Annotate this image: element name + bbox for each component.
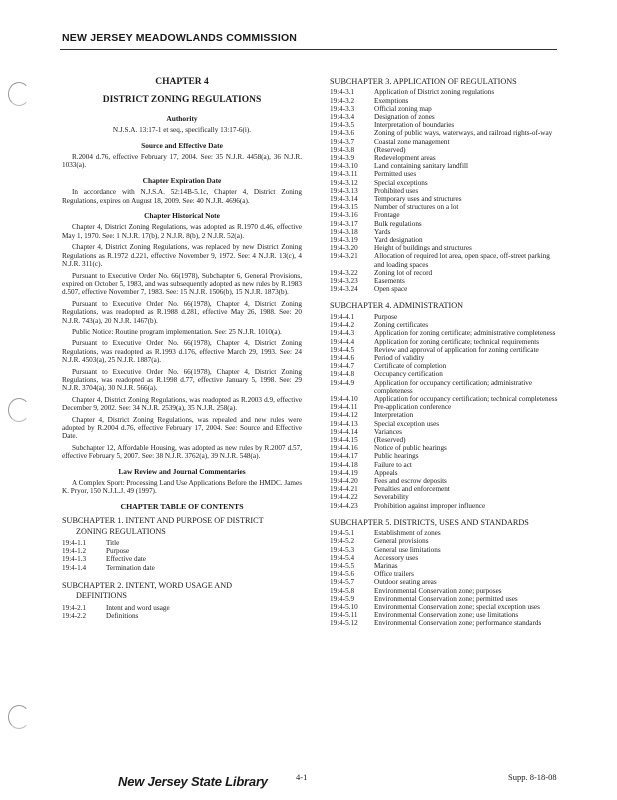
toc-entry (330, 354, 558, 362)
section-number: 19:4-5.1 (330, 529, 355, 538)
toc-entry (330, 502, 558, 510)
toc-entry (330, 587, 558, 595)
history-paragraph: Chapter 4, District Zoning Regulations, was repealed and new rules were adopted by R.2004 d.76, effective February 17, 2004. See: Source and Effective Date. (62, 415, 302, 441)
section-number: 19:4-3.12 (330, 178, 358, 187)
section-title: Allocation of required lot area, open space, off-street parking and loading spaces (374, 252, 550, 269)
section-title: Bulk regulations (374, 219, 422, 228)
toc-entry (330, 444, 558, 452)
section-number: 19:4-3.1 (330, 88, 355, 97)
historical-note-heading: Chapter Historical Note (144, 211, 220, 221)
toc-entry (330, 436, 558, 444)
section-number: 19:4-5.12 (330, 619, 358, 628)
section-number: 19:4-4.17 (330, 452, 358, 461)
right-column (330, 78, 558, 628)
toc-entry (330, 269, 558, 277)
toc-entry (330, 203, 558, 211)
section-number: 19:4-5.2 (330, 537, 355, 546)
toc-entry (330, 220, 558, 228)
section-number: 19:4-5.3 (330, 545, 355, 554)
section-title: Number of structures on a lot (374, 203, 459, 212)
section-number: 19:4-4.11 (330, 403, 358, 412)
history-paragraph: Pursuant to Executive Order No. 66(1978), Chapter 4, District Zoning Regulations, was readopted as R.1988 d.281, effective May 26, 1988. See: 20 N.J.R. 743(a), 20 N.J.R. 1467(b). (62, 299, 302, 325)
toc-entry (330, 138, 558, 146)
section-title: General provisions (374, 537, 429, 546)
section-number: 19:4-3.4 (330, 113, 355, 122)
toc-entry (330, 595, 558, 603)
toc-entry (330, 170, 558, 178)
section-number: 19:4-4.21 (330, 485, 358, 494)
section-number: 19:4-4.4 (330, 337, 355, 346)
toc-entry (62, 547, 302, 555)
section-title: Open space (374, 285, 408, 294)
toc-entry (330, 562, 558, 570)
toc-entry (330, 554, 558, 562)
history-paragraph: Chapter 4, District Zoning Regulations, was replaced by new District Zoning Regulations as R.1972 d.221, effective November 9, 1972. See: 4 N.J.R. 13(c), 4 N.J.R. 311(c). (62, 243, 302, 269)
toc-entry (330, 461, 558, 469)
subchapter-3-heading: SUBCHAPTER 3. APPLICATION OF REGULATIONS (330, 77, 517, 86)
section-title: Variances (374, 427, 402, 436)
header-rule (60, 49, 557, 50)
section-title: Zoning of public ways, waterways, and railroad rights-of-way (374, 129, 553, 138)
section-title: Easements (374, 277, 405, 286)
toc-entry (330, 611, 558, 619)
section-number: 19:4-4.2 (330, 321, 355, 330)
section-title: Permitted uses (374, 170, 417, 179)
library-watermark: New Jersey State Library (118, 774, 268, 789)
section-title: Special exceptions (374, 178, 428, 187)
section-number: 19:4-4.16 (330, 444, 358, 453)
section-number: 19:4-3.10 (330, 162, 358, 171)
section-number: 19:4-3.20 (330, 244, 358, 253)
section-number: 19:4-3.5 (330, 121, 355, 130)
section-number: 19:4-3.22 (330, 268, 358, 277)
history-paragraph: Pursuant to Executive Order No. 66(1978), Chapter 4, District Zoning Regulations, was readopted as R.1998 d.77, effective January 5, 1998. See: 29 N.J.R. 3704(a), 30 N.J.R. 566(a). (62, 367, 302, 393)
section-title: Intent and word usage (106, 603, 170, 612)
section-title: General use limitations (374, 545, 441, 554)
toc-entry (330, 179, 558, 187)
section-title: Fees and escrow deposits (374, 476, 447, 485)
section-title: Pre-application conference (374, 403, 452, 412)
section-title: Severability (374, 493, 409, 502)
section-number: 19:4-5.11 (330, 611, 358, 620)
expiration-text: In accordance with N.J.S.A. 52:14B-5.1c, Chapter 4, District Zoning Regulations, expires on August 18, 2009. See: 40 N.J.R. 4696(a). (62, 188, 302, 205)
section-title: Notice of public hearings (374, 444, 447, 453)
section-number: 19:4-1.3 (62, 555, 87, 564)
section-number: 19:4-4.23 (330, 501, 358, 510)
section-number: 19:4-4.20 (330, 476, 358, 485)
toc-entry (62, 539, 302, 547)
section-number: 19:4-3.7 (330, 137, 355, 146)
section-title: Accessory uses (374, 553, 419, 562)
section-number: 19:4-3.14 (330, 195, 358, 204)
toc-entry (330, 154, 558, 162)
toc-entry (330, 395, 558, 403)
chapter-title: DISTRICT ZONING REGULATIONS (102, 95, 262, 106)
section-title: Prohibition against improper influence (374, 501, 486, 510)
section-title: Special exception uses (374, 419, 440, 428)
section-number: 19:4-5.7 (330, 578, 355, 587)
toc-entry (330, 105, 558, 113)
section-number: 19:4-4.22 (330, 493, 358, 502)
section-title: Marinas (374, 561, 398, 570)
punch-hole-mark (8, 398, 30, 422)
toc-entry (330, 537, 558, 545)
section-number: 19:4-3.18 (330, 227, 358, 236)
section-title: Temporary uses and structures (374, 195, 462, 204)
section-title: Interpretation (374, 411, 414, 420)
subchapter-1-heading: SUBCHAPTER 1. INTENT AND PURPOSE OF DISTRICT (62, 516, 264, 526)
section-title: Designation of zones (374, 113, 435, 122)
toc-entry (330, 121, 558, 129)
section-number: 19:4-3.13 (330, 186, 358, 195)
section-title: Land containing sanitary landfill (374, 162, 469, 171)
subchapter-5-toc (330, 529, 558, 627)
toc-entry (330, 379, 558, 395)
toc-entry (330, 97, 558, 105)
section-number: 19:4-3.21 (330, 252, 358, 261)
section-number: 19:4-3.6 (330, 129, 355, 138)
section-number: 19:4-4.19 (330, 468, 358, 477)
section-number: 19:4-4.13 (330, 419, 358, 428)
section-title: Effective date (106, 555, 146, 564)
toc-entry (330, 187, 558, 195)
toc-entry (330, 477, 558, 485)
subchapter-5-heading: SUBCHAPTER 5. DISTRICTS, USES AND STANDARDS (330, 517, 529, 527)
left-column (62, 78, 302, 620)
subchapter-4-toc (330, 313, 558, 510)
section-title: Purpose (374, 312, 398, 321)
section-title: Application for zoning certificate; administrative completeness (374, 329, 556, 338)
section-title: Application of District zoning regulations (374, 88, 495, 97)
toc-entry (330, 619, 558, 627)
section-title: Yards (374, 227, 391, 236)
toc-entry (330, 469, 558, 477)
section-title: Application for occupancy certification; technical completeness (374, 394, 558, 403)
toc-entry (330, 236, 558, 244)
subchapter-2-heading: SUBCHAPTER 2. INTENT, WORD USAGE AND (62, 580, 233, 590)
section-number: 19:4-4.12 (330, 411, 358, 420)
section-title: Office trailers (374, 570, 414, 579)
section-number: 19:4-5.6 (330, 570, 355, 579)
section-number: 19:4-5.8 (330, 586, 355, 595)
section-title: Yard designation (374, 236, 423, 245)
toc-entry (330, 578, 558, 586)
toc-entry (330, 411, 558, 419)
section-title: Outdoor seating areas (374, 578, 437, 587)
section-number: 19:4-3.15 (330, 203, 358, 212)
toc-entry (330, 362, 558, 370)
section-number: 19:4-3.8 (330, 145, 355, 154)
toc-entry (330, 428, 558, 436)
section-number: 19:4-3.16 (330, 211, 358, 220)
subchapter-1-toc (62, 539, 302, 572)
toc-entry (330, 244, 558, 252)
section-number: 19:4-3.19 (330, 236, 358, 245)
toc-entry (330, 485, 558, 493)
toc-entry (62, 604, 302, 612)
section-title: Failure to act (374, 460, 412, 469)
section-title: Penalties and enforcement (374, 485, 450, 494)
section-number: 19:4-1.2 (62, 547, 87, 556)
expiration-heading: Chapter Expiration Date (142, 175, 222, 185)
punch-hole-mark (8, 82, 30, 106)
section-title: Definitions (106, 611, 139, 620)
section-title: Period of validity (374, 353, 425, 362)
section-title: Review and approval of application for zoning certificate (374, 345, 539, 354)
authority-heading: Authority (166, 113, 198, 123)
section-number: 19:4-4.3 (330, 329, 355, 338)
toc-entry (330, 129, 558, 137)
toc-entry (330, 252, 558, 268)
section-title: Exemptions (374, 96, 409, 105)
toc-entry (330, 370, 558, 378)
law-review-text: A Complex Sport: Processing Land Use Applications Before the HMDC. James K. Pryor, 150 N.J.L.J. 49 (1997). (62, 479, 302, 496)
section-title: Coastal zone management (374, 137, 450, 146)
toc-heading: CHAPTER TABLE OF CONTENTS (120, 501, 244, 511)
section-title: Certificate of completion (374, 362, 447, 371)
toc-entry (330, 211, 558, 219)
section-number: 19:4-4.10 (330, 394, 358, 403)
section-title: Height of buildings and structures (374, 244, 472, 253)
history-paragraph: Pursuant to Executive Order No. 66(1978), Subchapter 6, General Provisions, expired on October 5, 1983, and was subsequently adopted as new rules by R.1983 d.507, effective November 7, 1983. See: 15 N.J.R. 1506(b), 15 N.J.R. 1873(b). (62, 271, 302, 297)
section-title: Interpretation of boundaries (374, 121, 455, 130)
subchapter-4-heading: SUBCHAPTER 4. ADMINISTRATION (330, 301, 464, 311)
section-title: Environmental Conservation zone; performance standards (374, 619, 542, 628)
section-number: 19:4-3.24 (330, 285, 358, 294)
section-title: Zoning lot of record (374, 268, 433, 277)
section-number: 19:4-4.18 (330, 460, 358, 469)
toc-entry (330, 321, 558, 329)
section-number: 19:4-5.9 (330, 594, 355, 603)
section-title: Public hearings (374, 452, 419, 461)
section-title: Application for zoning certificate; technical requirements (374, 337, 540, 346)
toc-entry (330, 338, 558, 346)
toc-entry (330, 88, 558, 96)
section-title: Environmental Conservation zone; purposes (374, 586, 502, 595)
section-number: 19:4-5.5 (330, 561, 355, 570)
toc-entry (330, 546, 558, 554)
supplement-date: Supp. 8-18-08 (508, 772, 557, 782)
section-number: 19:4-2.2 (62, 611, 87, 620)
toc-entry (62, 564, 302, 572)
section-title: (Reserved) (374, 435, 406, 444)
toc-entry (330, 420, 558, 428)
section-number: 19:4-4.15 (330, 435, 358, 444)
toc-entry (330, 228, 558, 236)
history-paragraph: Pursuant to Executive Order No. 66(1978), Chapter 4, District Zoning Regulations, was readopted as R.1993 d.176, effective March 29, 1993. See: 24 N.J.R. 4503(a), 25 N.J.R. 1887(a). (62, 339, 302, 365)
subchapter-2-toc (62, 604, 302, 620)
toc-entry (330, 195, 558, 203)
toc-entry (330, 285, 558, 293)
section-number: 19:4-5.4 (330, 553, 355, 562)
source-heading: Source and Effective Date (141, 140, 223, 150)
section-number: 19:4-4.14 (330, 427, 358, 436)
section-title: Official zoning map (374, 104, 432, 113)
section-number: 19:4-3.17 (330, 219, 358, 228)
toc-entry (330, 452, 558, 460)
section-number: 19:4-4.7 (330, 362, 355, 371)
toc-entry (330, 529, 558, 537)
section-number: 19:4-2.1 (62, 603, 87, 612)
section-number: 19:4-4.9 (330, 378, 355, 387)
history-paragraph: Public Notice: Routine program implementation. See: 25 N.J.R. 1010(a). (72, 327, 282, 336)
section-number: 19:4-5.10 (330, 603, 358, 611)
toc-entry (330, 146, 558, 154)
toc-entry (330, 329, 558, 337)
authority-text: N.J.S.A. 13:17-1 et seq., specifically 13:17-6(i). (112, 126, 252, 135)
punch-hole-mark (8, 705, 30, 729)
toc-entry (330, 346, 558, 354)
history-paragraph: Chapter 4, District Zoning Regulations, was adopted as R.1970 d.46, effective May 1, 1970. See: 1 N.J.R. 17(b), 2 N.J.R. 8(b), 2 N.J.R. 52(a). (62, 223, 302, 240)
law-review-heading: Law Review and Journal Commentaries (118, 466, 246, 476)
section-title: Redevelopment areas (374, 154, 436, 163)
section-number: 19:4-4.1 (330, 312, 355, 321)
toc-entry (330, 162, 558, 170)
section-title: Environmental Conservation zone; permitted uses (374, 594, 518, 603)
section-title: Termination date (106, 563, 155, 572)
section-title: Title (106, 539, 120, 548)
section-title: Zoning certificates (374, 321, 429, 330)
history-paragraph: Subchapter 12, Affordable Housing, was adopted as new rules by R.2007 d.57, effective February 5, 2007. See: 38 N.J.R. 3762(a), 39 N.J.R. 548(a). (62, 443, 302, 461)
source-text: R.2004 d.76, effective February 17, 2004. See: 35 N.J.R. 4458(a), 36 N.J.R. 1033(a). (62, 153, 302, 170)
section-title: Establishment of zones (374, 529, 441, 538)
section-title: Purpose (106, 547, 130, 556)
subchapter-1-heading-cont: ZONING REGULATIONS (76, 526, 166, 536)
toc-entry (330, 603, 558, 611)
section-title: Application for occupancy certification; administrative completeness (374, 378, 533, 395)
section-number: 19:4-3.3 (330, 104, 355, 113)
section-number: 19:4-4.5 (330, 345, 355, 354)
page-number: 4-1 (296, 772, 308, 782)
section-title: Frontage (374, 211, 400, 220)
toc-entry (330, 570, 558, 578)
section-number: 19:4-3.23 (330, 277, 358, 286)
section-number: 19:4-1.4 (62, 563, 87, 572)
section-title: Appeals (374, 468, 398, 477)
section-number: 19:4-3.11 (330, 170, 358, 179)
section-number: 19:4-3.2 (330, 96, 355, 105)
history-paragraph: Chapter 4, District Zoning Regulations, was readopted as R.2003 d.9, effective December 9, 2002. See: 34 N.J.R. 2539(a), 35 N.J.R. 258(a). (62, 395, 302, 413)
subchapter-2-heading-cont: DEFINITIONS (76, 591, 127, 601)
section-title: (Reserved) (374, 145, 406, 154)
section-title: Environmental Conservation zone; use limitations (374, 611, 519, 620)
toc-entry (330, 403, 558, 411)
section-number: 19:4-4.6 (330, 353, 355, 362)
toc-entry (62, 612, 302, 620)
section-number: 19:4-4.8 (330, 370, 355, 379)
running-header: NEW JERSEY MEADOWLANDS COMMISSION (62, 32, 298, 44)
section-title: Prohibited uses (374, 186, 419, 195)
subchapter-3-toc (330, 88, 558, 293)
section-title: Occupancy certification (374, 370, 443, 379)
chapter-number: CHAPTER 4 (155, 77, 209, 87)
section-number: 19:4-1.1 (62, 539, 87, 548)
toc-entry (330, 313, 558, 321)
toc-entry (330, 113, 558, 121)
toc-entry (330, 277, 558, 285)
section-title: Environmental Conservation zone; special exception uses (374, 603, 540, 611)
toc-entry (330, 493, 558, 501)
section-number: 19:4-3.9 (330, 154, 355, 163)
toc-entry (62, 555, 302, 563)
